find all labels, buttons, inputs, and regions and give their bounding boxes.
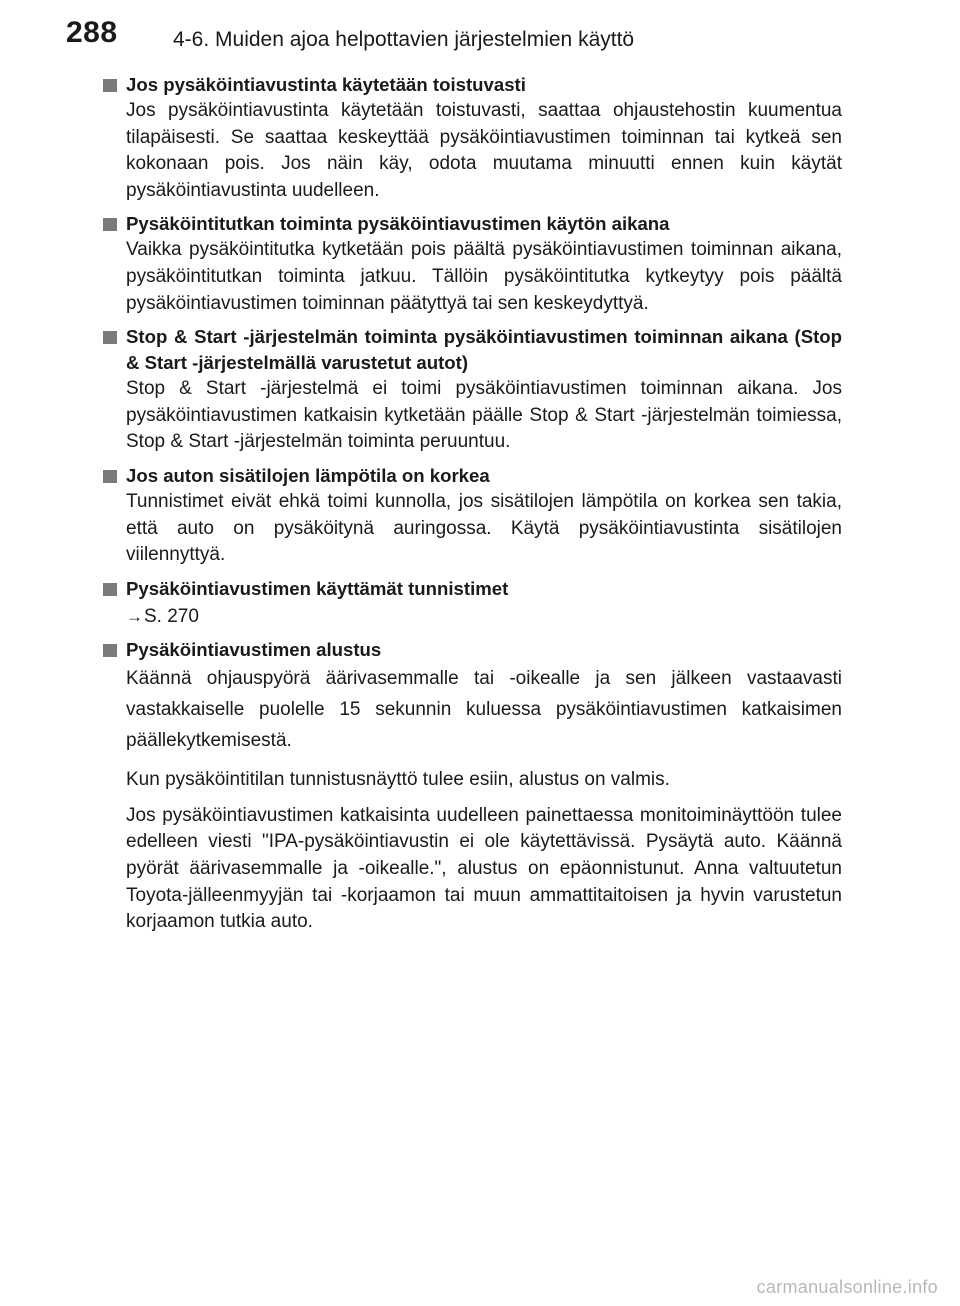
section-initialization: [102, 637, 842, 936]
section-heading: [102, 211, 842, 237]
section-paragraph: Kun pysäköintitilan tunnistusnäyttö tulee esiin, alustus on valmis.: [126, 768, 670, 790]
section-sensors: [102, 576, 842, 630]
section-heading-text: Pysäköintiavustimen alustus: [126, 638, 382, 660]
section-paragraph: Tunnistimet eivät ehkä toimi kunnolla, jos sisätilojen lämpötila on korkea sen takia, että auto on pysäköitynä auringossa. Käytä pysäköintiavustinta sisätilojen viilennyttyä.: [126, 490, 842, 566]
page-header: [0, 0, 960, 64]
square-bullet-icon: [103, 218, 117, 231]
section-paragraph: Jos pysäköintiavustimen katkaisinta uudelleen painettaessa monitoiminäyttöön tulee edelleen viesti "IPA-pysäköintiavustin ei ole käytettävissä. Pysäytä auto. Käännä pyörät äärivasemmalle ja -oikealle.", alustus on epäonnistunut. Anna valtuutetun Toyota-jälleenmyyjän tai -korjaamon tai muun ammattitaitoisen ja hyvin varustetun korjaamon tutkia auto.: [126, 804, 842, 933]
page-reference-text: S. 270: [144, 605, 199, 627]
square-bullet-icon: [103, 79, 117, 92]
section-heading: [102, 72, 842, 98]
section-paragraph: Vaikka pysäköintitutka kytketään pois päältä pysäköintiavustimen toiminnan aikana, pysäköintitutkan toiminta jatkuu. Tällöin pysäköintitutka kytkeytyy pois päältä pysäköintiavustimen toiminnan päätyttyä tai sen keskeydyttyä.: [126, 239, 842, 314]
section-heading-text: Stop & Start -järjestelmän toiminta pysäköintiavustimen toiminnan aikana (Stop & Start -järjestelmällä varustetut autot): [126, 326, 842, 374]
watermark: carmanualsonline.info: [756, 1277, 938, 1297]
square-bullet-icon: [103, 331, 117, 344]
chapter-title: 4-6. Muiden ajoa helpottavien järjestelmien käyttö: [173, 28, 635, 51]
section-paragraph: Jos pysäköintiavustinta käytetään toistuvasti, saattaa ohjaustehostin kuumentua tilapäisesti. Se saattaa keskeyttää pysäköintiavustimen toiminnan tai kytkeä sen kokonaan pois. Jos näin käy, odota muutama minuutti ennen kuin käytät pysäköintiavustinta uudelleen.: [126, 100, 842, 201]
section-heading: [102, 576, 842, 602]
section-interior-temperature: [102, 463, 842, 569]
section-repeated-use: [102, 72, 842, 204]
square-bullet-icon: [103, 583, 117, 596]
page-reference-link[interactable]: [126, 604, 842, 630]
page-number: 288: [66, 16, 118, 49]
section-parking-sensor: [102, 211, 842, 317]
square-bullet-icon: [103, 644, 117, 657]
header-rule: [60, 60, 900, 61]
arrow-right-icon: →: [126, 606, 143, 626]
section-heading: [102, 463, 842, 489]
section-heading-text: Jos auton sisätilojen lämpötila on korkea: [126, 464, 490, 486]
section-heading-text: Pysäköintiavustimen käyttämät tunnistimet: [126, 577, 509, 599]
section-paragraph: Stop & Start -järjestelmä ei toimi pysäköintiavustimen toiminnan aikana. Jos pysäköintiavustimen katkaisin kytketään päälle Stop & Start -järjestelmän toimiessa, Stop & Start -järjestelmän toiminta peruuntuu.: [126, 378, 842, 453]
square-bullet-icon: [103, 470, 117, 483]
section-heading-text: Pysäköintitutkan toiminta pysäköintiavustimen käytön aikana: [126, 213, 670, 235]
section-heading: [102, 637, 842, 663]
section-heading-text: Jos pysäköintiavustinta käytetään toistuvasti: [126, 74, 526, 95]
manual-content: [102, 72, 842, 943]
section-heading: [102, 324, 842, 376]
section-stop-start: [102, 324, 842, 456]
section-paragraph: Käännä ohjauspyörä äärivasemmalle tai -oikealle ja sen jälkeen vastaavasti vastakkaiselle puolelle 15 sekunnin kuluessa pysäköintiavustimen katkaisimen päällekytkemisestä.: [126, 667, 842, 751]
